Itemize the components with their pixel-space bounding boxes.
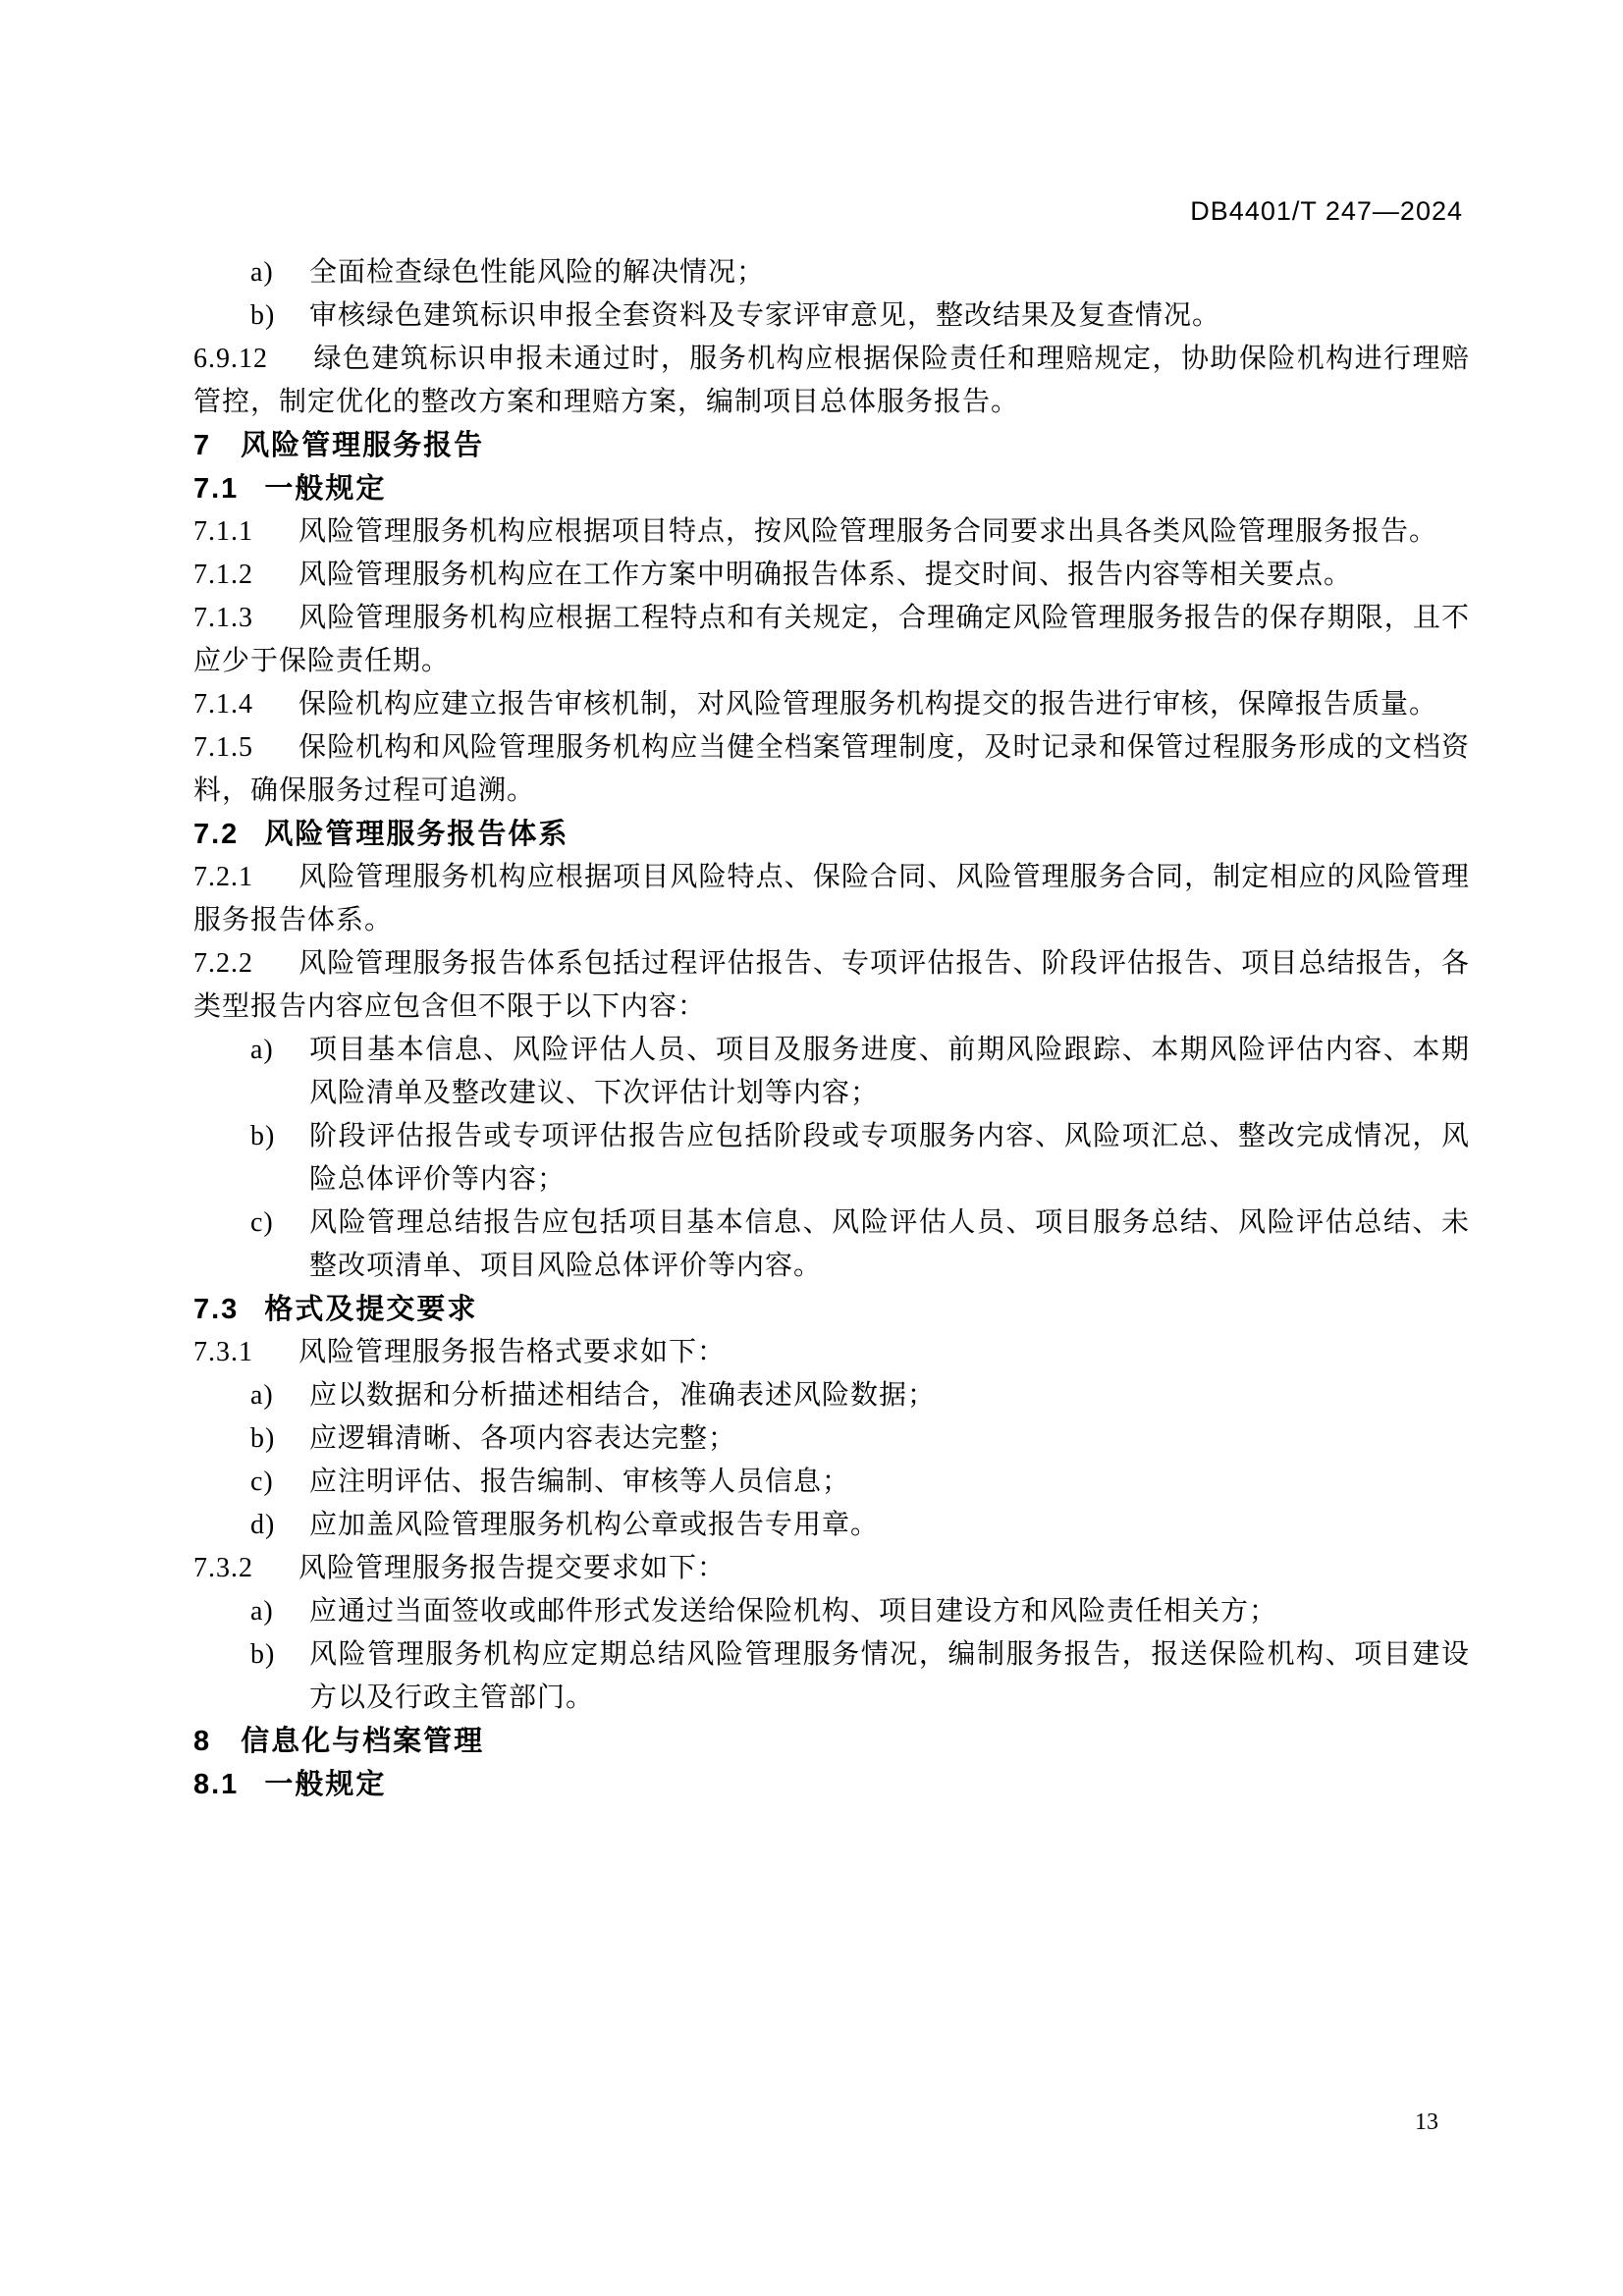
list-item-text: 风险管理服务机构应定期总结风险管理服务情况，编制服务报告，报送保险机构、项目建设方以及行政主管部门。 xyxy=(309,1639,1470,1713)
list-item-text: 阶段评估报告或专项评估报告应包括阶段或专项服务内容、风险项汇总、整改完成情况，风险总体评价等内容； xyxy=(309,1121,1470,1195)
list-item xyxy=(193,294,1470,338)
section-number: 8.1 xyxy=(193,1769,240,1800)
clause-text: 风险管理服务机构应根据工程特点和有关规定，合理确定风险管理服务报告的保存期限，且不应少于保险责任期。 xyxy=(193,603,1470,676)
chapter-heading-7 xyxy=(193,424,1470,467)
page-number: 13 xyxy=(1415,2109,1438,2135)
clause-text: 风险管理服务报告格式要求如下： xyxy=(298,1337,727,1367)
list-item xyxy=(193,1590,1470,1633)
section-number: 7.2 xyxy=(193,819,240,850)
list-item-text: 应加盖风险管理服务机构公章或报告专用章。 xyxy=(309,1510,880,1540)
list-item xyxy=(193,251,1470,294)
list-item xyxy=(193,1461,1470,1504)
list-item-label: b) xyxy=(250,300,276,331)
clause-7-2-2 xyxy=(193,942,1470,1029)
section-heading-7-2 xyxy=(193,813,1470,856)
list-item-text: 应注明评估、报告编制、审核等人员信息； xyxy=(309,1467,851,1497)
clause-number: 7.1.1 xyxy=(193,516,253,547)
list-item-text: 全面检查绿色性能风险的解决情况； xyxy=(309,257,766,288)
clause-6-9-12 xyxy=(193,338,1470,424)
section-title: 一般规定 xyxy=(264,473,387,505)
clause-text: 保险机构应建立报告审核机制，对风险管理服务机构提交的报告进行审核，保障报告质量。 xyxy=(298,689,1438,720)
clause-text: 绿色建筑标识申报未通过时，服务机构应根据保险责任和理赔规定，协助保险机构进行理赔管控，制定优化的整改方案和理赔方案，编制项目总体服务报告。 xyxy=(193,344,1470,417)
list-item-text: 应以数据和分析描述相结合，准确表述风险数据； xyxy=(309,1380,937,1411)
list-item-label: b) xyxy=(250,1121,276,1151)
clause-text: 风险管理服务机构应根据项目风险特点、保险合同、风险管理服务合同，制定相应的风险管理服务报告体系。 xyxy=(193,862,1470,935)
list-item-label: c) xyxy=(250,1207,274,1238)
section-title: 一般规定 xyxy=(264,1769,387,1800)
section-number: 7.1 xyxy=(193,473,240,505)
list-item-label: a) xyxy=(250,1596,274,1627)
section-heading-7-1 xyxy=(193,467,1470,510)
section-heading-8-1 xyxy=(193,1763,1470,1806)
section-title: 格式及提交要求 xyxy=(264,1294,478,1325)
clause-7-3-2 xyxy=(193,1547,1470,1590)
list-item-text: 风险管理总结报告应包括项目基本信息、风险评估人员、项目服务总结、风险评估总结、未整改项清单、项目风险总体评价等内容。 xyxy=(309,1207,1470,1281)
clause-text: 保险机构和风险管理服务机构应当健全档案管理制度，及时记录和保管过程服务形成的文档资料，确保服务过程可追溯。 xyxy=(193,732,1470,806)
chapter-title: 风险管理服务报告 xyxy=(241,430,485,461)
chapter-number: 8 xyxy=(193,1726,212,1757)
section-heading-7-3 xyxy=(193,1288,1470,1331)
list-item-text: 项目基本信息、风险评估人员、项目及服务进度、前期风险跟踪、本期风险评估内容、本期风险清单及整改建议、下次评估计划等内容； xyxy=(309,1035,1470,1108)
clause-text: 风险管理服务报告体系包括过程评估报告、专项评估报告、阶段评估报告、项目总结报告，各类型报告内容应包含但不限于以下内容： xyxy=(193,948,1470,1022)
clause-number: 7.1.4 xyxy=(193,689,253,720)
clause-number: 7.2.2 xyxy=(193,948,253,979)
list-item-text: 应通过当面签收或邮件形式发送给保险机构、项目建设方和风险责任相关方； xyxy=(309,1596,1278,1627)
list-item-text: 审核绿色建筑标识申报全套资料及专家评审意见，整改结果及复查情况。 xyxy=(309,300,1221,331)
clause-text: 风险管理服务机构应根据项目特点，按风险管理服务合同要求出具各类风险管理服务报告。 xyxy=(298,516,1438,547)
clause-number: 7.3.1 xyxy=(193,1337,253,1367)
clause-7-1-4 xyxy=(193,683,1470,726)
list-item xyxy=(193,1374,1470,1417)
chapter-title: 信息化与档案管理 xyxy=(241,1726,485,1757)
clause-number: 6.9.12 xyxy=(193,344,268,374)
clause-7-3-1 xyxy=(193,1331,1470,1374)
clause-number: 7.1.5 xyxy=(193,732,253,763)
list-item-label: a) xyxy=(250,257,274,288)
list-item xyxy=(193,1029,1470,1115)
list-item-text: 应逻辑清晰、各项内容表达完整； xyxy=(309,1423,737,1454)
list-item-label: c) xyxy=(250,1467,274,1497)
list-item-label: a) xyxy=(250,1035,274,1065)
clause-number: 7.1.3 xyxy=(193,603,253,633)
clause-text: 风险管理服务报告提交要求如下： xyxy=(298,1553,727,1583)
section-title: 风险管理服务报告体系 xyxy=(264,819,569,850)
chapter-heading-8 xyxy=(193,1720,1470,1763)
list-item-label: a) xyxy=(250,1380,274,1411)
clause-7-2-1 xyxy=(193,856,1470,942)
section-number: 7.3 xyxy=(193,1294,240,1325)
clause-number: 7.2.1 xyxy=(193,862,253,892)
list-item-label: d) xyxy=(250,1510,276,1540)
list-item xyxy=(193,1633,1470,1720)
list-item-label: b) xyxy=(250,1639,276,1670)
list-item xyxy=(193,1504,1470,1547)
list-item xyxy=(193,1417,1470,1461)
clause-7-1-1 xyxy=(193,510,1470,554)
chapter-number: 7 xyxy=(193,430,212,461)
clause-number: 7.3.2 xyxy=(193,1553,253,1583)
list-item xyxy=(193,1115,1470,1201)
clause-7-1-3 xyxy=(193,597,1470,683)
list-item xyxy=(193,1201,1470,1288)
clause-number: 7.1.2 xyxy=(193,560,253,590)
list-item-label: b) xyxy=(250,1423,276,1454)
document-body xyxy=(193,251,1470,1806)
clause-text: 风险管理服务机构应在工作方案中明确报告体系、提交时间、报告内容等相关要点。 xyxy=(298,560,1353,590)
clause-7-1-5 xyxy=(193,726,1470,813)
doc-code-header: DB4401/T 247—2024 xyxy=(1190,196,1463,226)
clause-7-1-2 xyxy=(193,554,1470,597)
